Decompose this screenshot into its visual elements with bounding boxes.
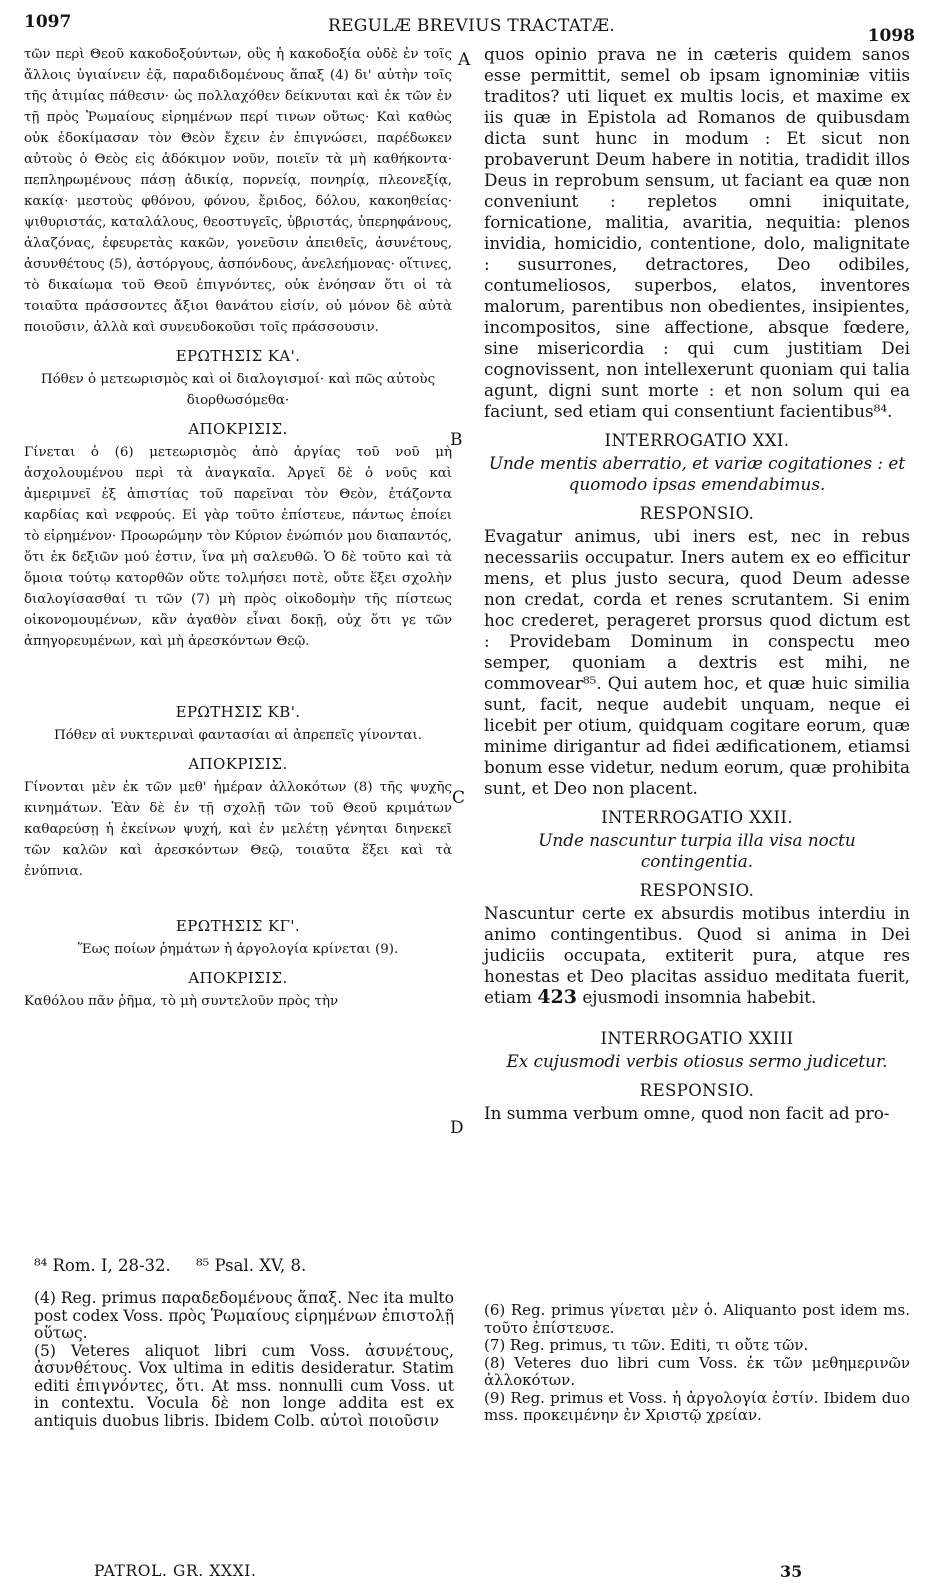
margin-letter-c: C: [452, 788, 466, 808]
footnote-7: (7) Reg. primus, τι τῶν. Editi, τι οὔτε τῶν.: [484, 1336, 809, 1354]
latin-answer-21-heading: RESPONSIO.: [639, 504, 755, 523]
footnote-9: (9) Reg. primus et Voss. ἡ ἀργολογία ἐστίν. Ibidem duo mss. προκειμένην ἐν Χριστῷ χρείαν.: [484, 1388, 910, 1424]
footnotes-right: [484, 1302, 910, 1425]
page-number-right: 1098: [867, 26, 915, 46]
footnote-8: (8) Veteres duo libri cum Voss. ἐκ τῶν μεθημερινῶν ἀλλοκότων.: [484, 1353, 910, 1389]
latin-question-23-heading: INTERROGATIO XXIII: [600, 1029, 794, 1048]
footnote-6: (6) Reg. primus γίνεται μὲν ὁ. Aliquanto post idem ms. τοῦτο ἐπίστευσε.: [484, 1301, 910, 1337]
running-title: REGULÆ BREVIUS TRACTATÆ.: [327, 16, 616, 36]
scripture-references: [34, 1256, 454, 1275]
greek-question-21-text: Πόθεν ὁ μετεωρισμὸς καὶ οἱ διαλογισμοί· καὶ πῶς αὐτοὺς διορθωσόμεθα·: [40, 372, 436, 408]
latin-answer-23-heading: RESPONSIO.: [639, 1081, 755, 1100]
greek-answer-21-heading: ΑΠΟΚΡΙΣΙΣ.: [188, 420, 288, 438]
latin-answer-21-text: Evagatur animus, ubi iners est, nec in rebus necessariis occupatur. Iners autem ex eo efficitur mens, et plus justo secura, quod Deum adesse non credat, corda et renes scrutantem. Si enim hoc crederet, perageret prorsus quod dictum est : Providebam Dominum in conspectu meo semper, quoniam a dextris est mihi, ne commovear⁸⁵. Qui autem hoc, et quæ huic similia sunt, facit, neque audebit unquam, neque ei licebit per otium, quidquam cogitare eorum, quæ minime dirigantur ad fidei ædificationem, etiamsi bonum esse videtur, nedum eorum, quæ prohibita sunt, et Deo non placent.: [484, 526, 910, 798]
footnotes-left: [34, 1290, 454, 1430]
latin-answer-22-part-2: ejusmodi insomnia habebit.: [582, 987, 817, 1007]
latin-question-23-text: Ex cujusmodi verbis otiosus sermo judicetur.: [506, 1051, 888, 1071]
greek-question-23-text: Ἕως ποίων ῥημάτων ἡ ἀργολογία κρίνεται (9).: [77, 942, 399, 957]
latin-question-21-heading: INTERROGATIO XXI.: [604, 431, 790, 450]
latin-column: [484, 44, 910, 1124]
greek-paragraph-1: τῶν περὶ Θεοῦ κακοδοξούντων, οὓς ἡ κακοδοξία οὐδὲ ἐν τοῖς ἄλλοις ὑγιαίνειν ἐᾷ, παραδιδομένους ἅπαξ (4) δι' αὐτὴν τοῖς τῆς ἀτιμίας πάθεσιν· ὡς πολλαχόθεν δείκνυται καὶ ἐκ τῶν ἐν τῇ πρὸς Ῥωμαίους εἰρημένων περί τινων οὕτως· Καὶ καθὼς οὐκ ἐδοκίμασαν τὸν Θεὸν ἔχειν ἐν ἐπιγνώσει, παρέδωκεν αὐτοὺς ὁ Θεὸς εἰς ἀδόκιμον νοῦν, ποιεῖν τὰ μὴ καθήκοντα· πεπληρωμένους πάσῃ ἀδικίᾳ, πορνείᾳ, πονηρίᾳ, πλεονεξίᾳ, κακίᾳ· μεστοὺς φθόνου, φόνου, ἔριδος, δόλου, κακοηθείας· ψιθυριστάς, καταλάλους, θεοστυγεῖς, ὑβριστάς, ὑπερηφάνους, ἀλαζόνας, ἐφευρετὰς κακῶν, γονεῦσιν ἀπειθεῖς, ἀσυνέτους, ἀσυνθέτους (5), ἀστόργους, ἀσπόνδους, ἀνελεήμονας· οἵτινες, τὸ δικαίωμα τοῦ Θεοῦ ἐπιγνόντες, οὐκ ἐνόησαν ὅτι οἱ τὰ τοιαῦτα πράσσοντες ἄξιοι θανάτου εἰσίν, οὐ μόνον δὲ αὐτὰ ποιοῦσιν, ἀλλὰ καὶ συνευδοκοῦσι τοῖς πράσσουσιν.: [24, 47, 452, 335]
latin-question-22-text: Unde nascuntur turpia illa visa noctu contingentia.: [538, 830, 856, 871]
greek-answer-21-text: Γίνεται ὁ (6) μετεωρισμὸς ἀπὸ ἀργίας τοῦ νοῦ μὴ ἀσχολουμένου περὶ τὰ ἀναγκαῖα. Ἀργεῖ δὲ ὁ νοῦς καὶ ἀμεριμνεῖ ἐξ ἀπιστίας τοῦ παρεῖναι τὸν Θεὸν, ἐτάζοντα καρδίας καὶ νεφρούς. Εἰ γὰρ τοῦτο ἐπίστευε, πάντως ἐποίει τὸ εἰρημένον· Προωρώμην τὸν Κύριον ἐνώπιόν μου διαπαντός, ὅτι ἐκ δεξιῶν μού ἐστιν, ἵνα μὴ σαλευθῶ. Ὁ δὲ τοῦτο καὶ τὰ ὅμοια τούτῳ κατορθῶν οὔτε τολμήσει ποτὲ, οὔτε ἕξει σχολὴν διαλογίσασθαί τι τῶν (7) μὴ πρὸς οἰκοδομὴν τῆς πίστεως οἰκονομουμένων, κἂν ἀγαθὸν εἶναι δοκῇ, οὐχ ὅτι γε τῶν ἀπηγορευμένων, καὶ μὴ ἀρεσκόντων Θεῷ.: [24, 445, 452, 649]
latin-question-21-text: Unde mentis aberratio, et variæ cogitationes : et quomodo ipsas emendabimus.: [488, 453, 906, 494]
greek-question-22-heading: ΕΡΩΤΗΣΙΣ ΚΒ'.: [175, 703, 301, 721]
greek-answer-22-text: Γίνονται μὲν ἐκ τῶν μεθ' ἡμέραν ἀλλοκότων (8) τῆς ψυχῆς κινημάτων. Ἐὰν δὲ ἐν τῇ σχολῇ τῶν τοῦ Θεοῦ κριμάτων καθαρεύσῃ ἡ ἐκείνων ψυχή, καὶ ἐν μελέτῃ γένηται διηνεκεῖ τῶν καλῶν καὶ ἀρεσκόντων Θεῷ, τοιαῦτα ἕξει καὶ τὰ ἐνύπνια.: [24, 780, 452, 879]
greek-answer-23-text: Καθόλου πᾶν ῥῆμα, τὸ μὴ συντελοῦν πρὸς τὴν: [24, 994, 339, 1009]
footnote-5: (5) Veteres aliquot libri cum Voss. ἀσυνέτους, ἀσυνθέτους. Vox ultima in editis desideratur. Statim editi ἐπιγνόντες, ὅτι. At mss. nonnulli cum Voss. ut in contextu. Vocula δὲ non longe addita est ex antiquis duobus libris. Ibidem Colb. αὐτοὶ ποιοῦσιν: [34, 1341, 454, 1430]
reference-85: ⁸⁵ Psal. XV, 8.: [196, 1256, 307, 1275]
margin-letter-a: A: [458, 50, 471, 70]
latin-answer-22-part-1: Nascuntur certe ex absurdis motibus interdiu in animo contingentibus. Quod si anima in Dei judiciis occupata, extiterit pura, atque res honestas et Deo placitas assiduo meditata fuerit, etiam: [484, 903, 910, 1007]
latin-paragraph-1: quos opinio prava ne in cæteris quidem sanos esse permittit, semel ob ipsam ignominiæ vitiis traditos? uti liquet ex multis locis, et maxime ex iis quæ in Epistola ad Romanos de quibusdam dicta sunt hunc in modum : Et sicut non probaverunt Deum habere in notitia, tradidit illos Deus in reprobum sensum, ut faciant ea quæ non conveniunt : repletos omni iniquitate, fornicatione, malitia, avaritia, nequitia: plenos invidia, homicidio, contentione, dolo, malignitate : susurrones, detractores, Deo odibiles, contumeliosos, superbos, elatos, inventores malorum, parentibus non obedientes, insipientes, incompositos, sine affectione, absque fœdere, sine misericordia : qui cum justitiam Dei cognovissent, non intellexerunt quoniam qui talia agunt, digni sunt morte : et non solum qui ea faciunt, sed etiam qui consentiunt facientibus⁸⁴.: [484, 44, 910, 421]
greek-question-22-text: Πόθεν αἱ νυκτεριναὶ φαντασίαι αἱ ἀπρεπεῖς γίνονται.: [54, 728, 422, 743]
latin-question-22-heading: INTERROGATIO XXII.: [601, 808, 793, 827]
reference-84: ⁸⁴ Rom. I, 28-32.: [34, 1256, 171, 1275]
patrologia-footer: PATROL. GR. XXXI.: [94, 1562, 257, 1580]
margin-letter-d: D: [450, 1118, 464, 1138]
greek-column: [24, 44, 452, 1012]
latin-answer-23-text: In summa verbum omne, quod non facit ad pro-: [484, 1103, 890, 1123]
greek-answer-22-heading: ΑΠΟΚΡΙΣΙΣ.: [188, 755, 288, 773]
column-number-423: 423: [537, 986, 577, 1008]
page-header: [0, 8, 943, 44]
latin-answer-22-heading: RESPONSIO.: [639, 881, 755, 900]
latin-answer-22-text: [484, 903, 910, 1008]
greek-question-23-heading: ΕΡΩΤΗΣΙΣ ΚΓ'.: [175, 917, 301, 935]
footnote-4: (4) Reg. primus παραδεδομένους ἅπαξ. Nec ita multo post codex Voss. πρὸς Ῥωμαίους εἰρημένων ἐπιστολῇ οὕτως.: [34, 1289, 454, 1342]
greek-question-21-heading: ΕΡΩΤΗΣΙΣ ΚΑ'.: [175, 347, 301, 365]
signature-mark: 35: [780, 1562, 803, 1581]
margin-letter-b: B: [450, 430, 463, 450]
page-number-left: 1097: [24, 12, 72, 32]
greek-answer-23-heading: ΑΠΟΚΡΙΣΙΣ.: [188, 969, 288, 987]
